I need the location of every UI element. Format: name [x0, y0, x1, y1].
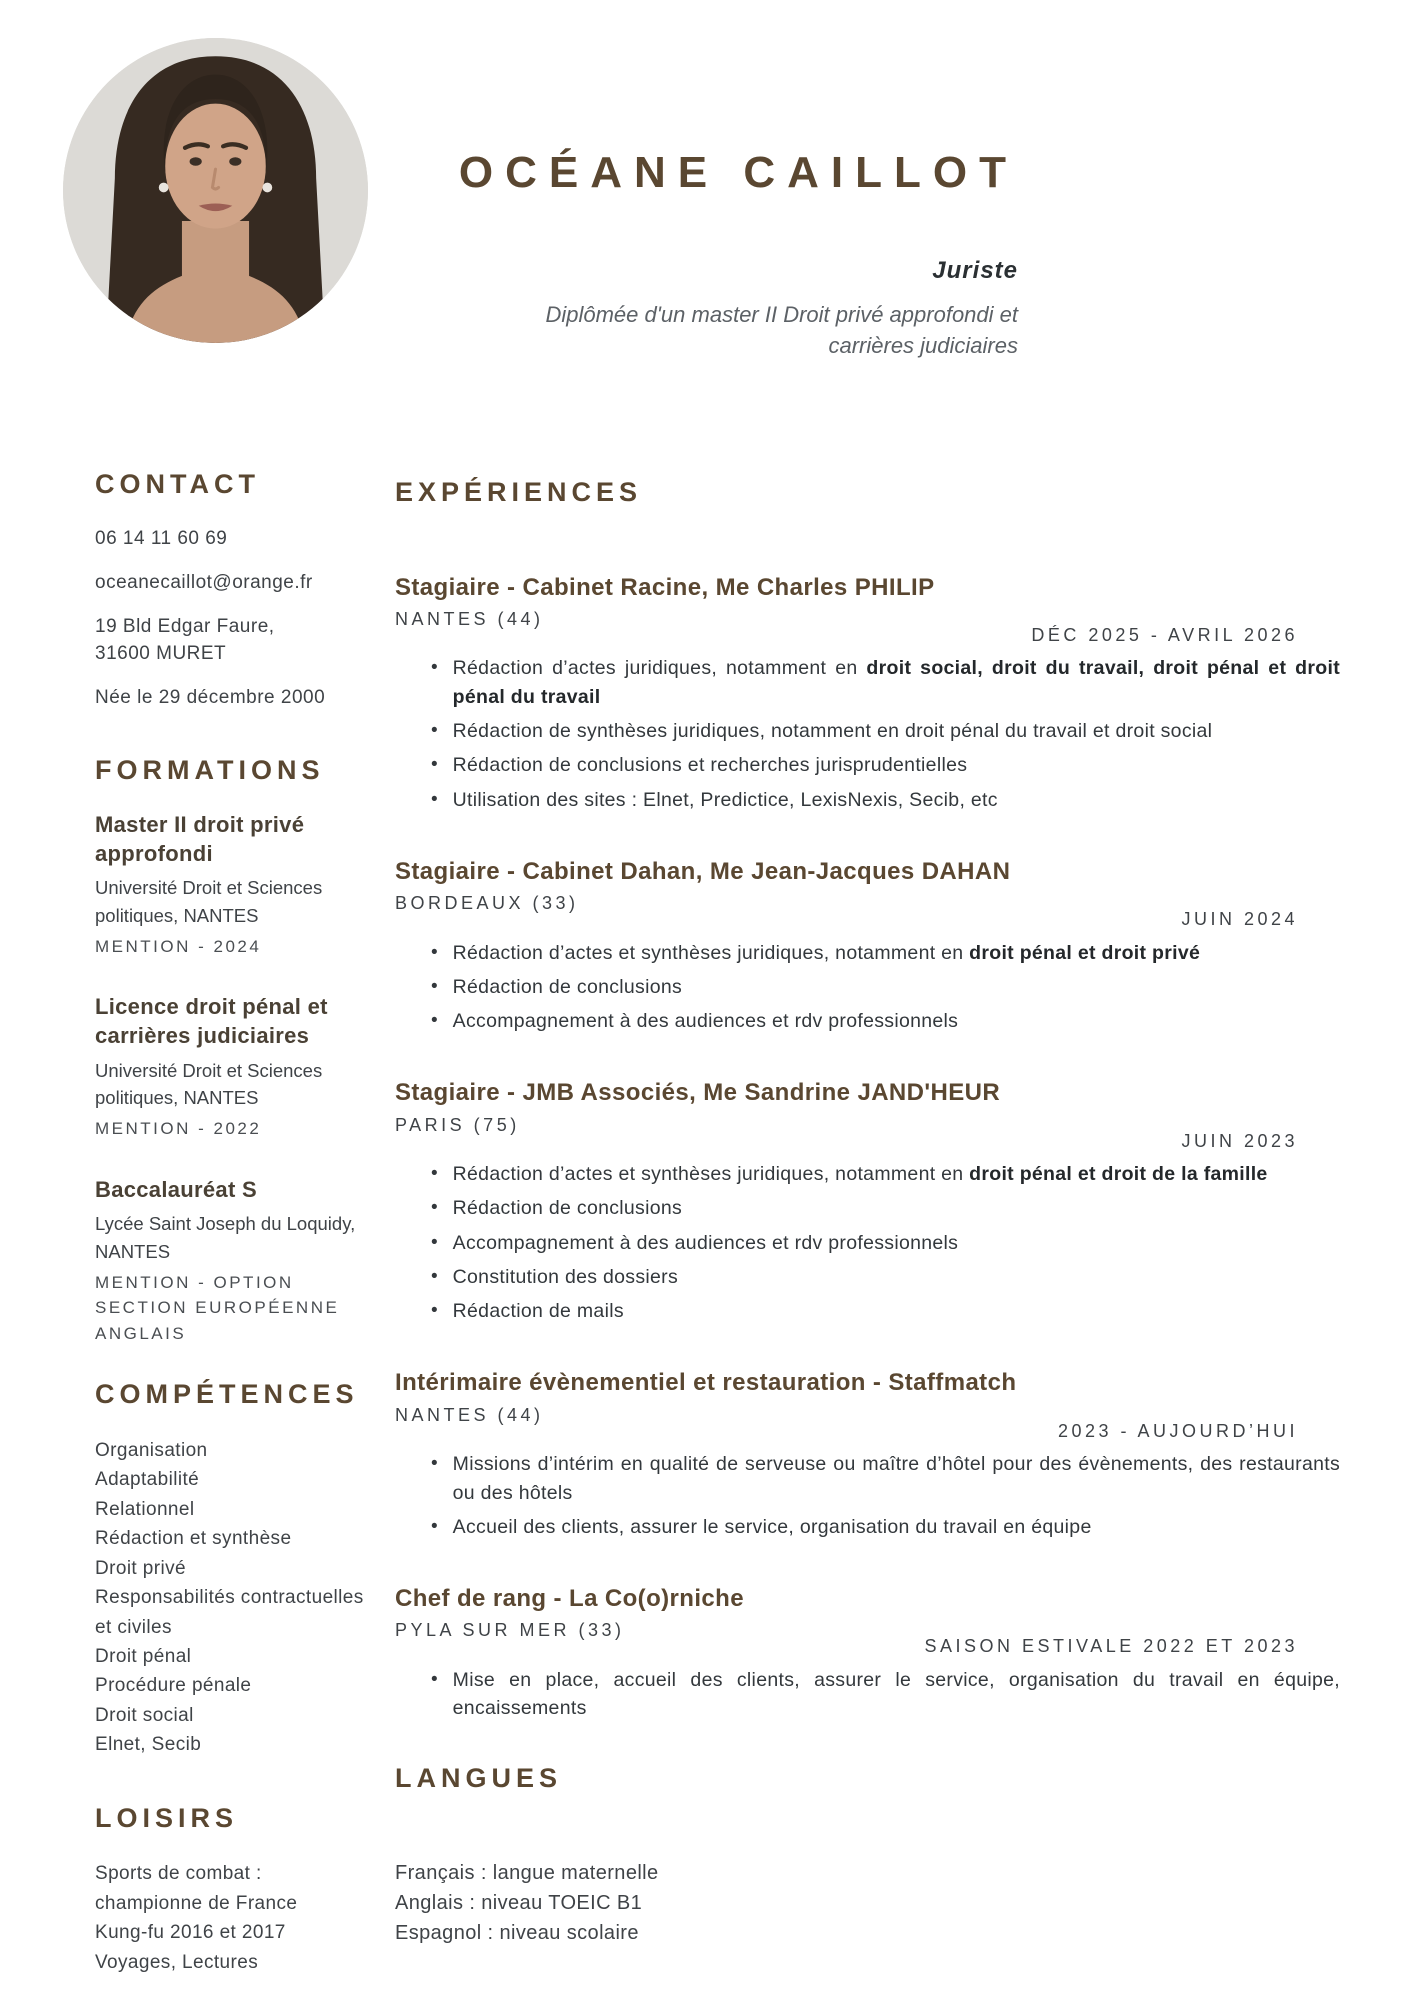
contact-address — [95, 614, 370, 668]
contact-phone: 06 14 11 60 69 — [95, 527, 228, 549]
formation-school: Lycée Saint Joseph du Loquidy, NANTES — [95, 1213, 356, 1262]
experience-title: Chef de rang - La Co(o)rniche — [395, 1585, 744, 1613]
formation-school: Université Droit et Sciences politiques, NANTES — [95, 877, 323, 927]
experience-meta — [395, 1405, 1340, 1443]
bullet-text: Mise en place, accueil des clients, assurer le service, organisation du travail en équipe, encaissements — [452, 1668, 1340, 1720]
formations-heading: FORMATIONS — [95, 754, 325, 785]
experience-bullet — [431, 939, 1340, 967]
bullet-text: Rédaction de mails — [452, 1300, 624, 1323]
experience-meta — [395, 1115, 1340, 1153]
experience-bullet — [431, 1229, 1340, 1257]
header — [380, 148, 1018, 361]
subtitle-line1: Diplômée d'un master II Droit privé approfondi et — [545, 301, 1018, 327]
experience-bullets — [395, 1160, 1340, 1325]
experience-meta — [395, 1620, 1340, 1658]
experience-bullet — [431, 1297, 1340, 1325]
experience-bullets — [395, 1666, 1340, 1723]
formation-item — [95, 811, 370, 959]
formation-mention: MENTION - OPTION SECTION EUROPÉENNE ANGLAIS — [95, 1272, 340, 1343]
experience-bullet — [431, 1263, 1340, 1291]
competence-item: Organisation — [95, 1439, 208, 1461]
bullet-dot: • — [431, 657, 438, 679]
bullet-dot: • — [431, 1668, 438, 1690]
experience-item — [395, 572, 1340, 814]
experience-item — [395, 856, 1340, 1036]
langues-heading: LANGUES — [395, 1763, 563, 1794]
experience-bullet — [431, 786, 1340, 814]
experience-item — [395, 1367, 1340, 1541]
bullet-text: Rédaction de conclusions — [452, 1197, 683, 1220]
bullet-text: Accueil des clients, assurer le service, organisation du travail en équipe — [452, 1515, 1092, 1538]
bullet-text: Missions d’intérim en qualité de serveuse ou maître d’hôtel pour des évènements, des restaurants ou des hôtels — [452, 1453, 1340, 1504]
bullet-text: Accompagnement à des audiences et rdv professionnels — [452, 1231, 959, 1254]
profile-photo — [63, 38, 368, 343]
bullet-text: Rédaction de synthèses juridiques, notamment en droit pénal du travail et droit social — [452, 720, 1213, 742]
experience-date: 2023 - AUJOURD’HUI — [1057, 1420, 1298, 1441]
bullet-text: Accompagnement à des audiences et rdv professionnels — [452, 1010, 959, 1033]
experience-date: SAISON ESTIVALE 2022 ET 2023 — [924, 1636, 1298, 1657]
contact-email: oceanecaillot@orange.fr — [95, 571, 313, 593]
bullet-dot: • — [431, 975, 438, 997]
contact-birthdate: Née le 29 décembre 2000 — [95, 686, 326, 708]
formation-title: Master II droit privé approfondi — [95, 812, 305, 866]
competence-item: Droit privé — [95, 1557, 186, 1579]
loisir-item: Voyages, Lectures — [95, 1951, 259, 1973]
formations-list — [95, 811, 370, 1346]
experiences-list — [395, 572, 1340, 1723]
experience-date: DÉC 2025 - AVRIL 2026 — [1031, 624, 1298, 645]
experience-bullet — [431, 1007, 1340, 1035]
formation-title: Baccalauréat S — [95, 1176, 257, 1202]
competence-item: Adaptabilité — [95, 1469, 200, 1491]
bullet-text: Rédaction de conclusions et recherches jurisprudentielles — [452, 754, 968, 777]
experience-location: NANTES (44) — [395, 1404, 544, 1425]
experience-bullet — [431, 1666, 1340, 1723]
competence-item: Droit pénal — [95, 1645, 192, 1667]
competence-item: Elnet, Secib — [95, 1734, 202, 1756]
experience-bullet — [431, 1160, 1340, 1188]
experience-bullets — [395, 1450, 1340, 1541]
bullet-text: Utilisation des sites : Elnet, Predictice, LexisNexis, Secib, etc — [452, 788, 998, 811]
bullet-dot: • — [431, 1163, 438, 1185]
experience-bullet — [431, 717, 1340, 745]
bullet-text: Rédaction de conclusions — [452, 975, 683, 998]
sidebar — [95, 470, 370, 1977]
bullet-text: Constitution des dossiers — [452, 1265, 679, 1288]
bullet-dot: • — [431, 1300, 438, 1322]
langues-list — [395, 1858, 1340, 1948]
experience-bullet — [431, 973, 1340, 1001]
experience-bullet — [431, 654, 1340, 711]
competence-item: Rédaction et synthèse — [95, 1528, 292, 1550]
experience-location: BORDEAUX (33) — [395, 892, 579, 913]
experience-meta — [395, 893, 1340, 931]
experience-location: PARIS (75) — [395, 1114, 520, 1135]
loisirs-list — [95, 1859, 350, 1977]
address-line1: 19 Bld Edgar Faure, — [95, 615, 275, 637]
formation-item — [95, 993, 370, 1141]
formation-item — [95, 1176, 370, 1347]
experience-location: NANTES (44) — [395, 608, 544, 629]
experience-title: Intérimaire évènementiel et restauration - Staffmatch — [395, 1369, 1017, 1397]
competence-item: Relationnel — [95, 1498, 195, 1520]
langue-item: Anglais : niveau TOEIC B1 — [395, 1892, 643, 1915]
formation-school: Université Droit et Sciences politiques, NANTES — [95, 1059, 323, 1109]
bullet-dot: • — [431, 1515, 438, 1537]
bullet-text: Rédaction d’actes et synthèses juridiques, notamment en droit pénal et droit de la famille — [452, 1163, 1268, 1186]
experience-title: Stagiaire - Cabinet Racine, Me Charles PHILIP — [395, 573, 935, 601]
experience-date: JUIN 2024 — [1181, 908, 1298, 929]
loisirs-heading: LOISIRS — [95, 1802, 239, 1833]
experience-bullet — [431, 1513, 1340, 1541]
bullet-dot: • — [431, 1265, 438, 1287]
bullet-dot: • — [431, 941, 438, 963]
bullet-text: Rédaction d’actes juridiques, notamment en droit social, droit du travail, droit pénal et droit pénal du travail — [452, 657, 1340, 708]
formation-mention: MENTION - 2022 — [95, 1119, 262, 1139]
portrait-illustration — [63, 38, 368, 343]
contact-heading: CONTACT — [95, 469, 260, 499]
bullet-dot: • — [431, 1453, 438, 1475]
experience-bullet — [431, 751, 1340, 779]
bullet-text: Rédaction d’actes et synthèses juridiques, notamment en droit pénal et droit privé — [452, 941, 1201, 964]
loisir-item: Sports de combat : championne de France Kung-fu 2016 et 2017 — [95, 1863, 298, 1944]
experience-location: PYLA SUR MER (33) — [395, 1620, 625, 1641]
address-line2: 31600 MURET — [95, 642, 227, 664]
experiences-heading: EXPÉRIENCES — [395, 477, 643, 507]
bullet-dot: • — [431, 1010, 438, 1032]
experience-title: Stagiaire - Cabinet Dahan, Me Jean-Jacques DAHAN — [395, 857, 1011, 885]
experience-date: JUIN 2023 — [1181, 1130, 1298, 1151]
langue-item: Français : langue maternelle — [395, 1862, 659, 1885]
bullet-dot: • — [431, 754, 438, 776]
competence-item: Procédure pénale — [95, 1675, 252, 1697]
experience-bullet — [431, 1194, 1340, 1222]
experience-title: Stagiaire - JMB Associés, Me Sandrine JAND'HEUR — [395, 1079, 1001, 1107]
competence-item: Responsabilités contractuelles et civiles — [95, 1587, 364, 1638]
experience-bullet — [431, 1450, 1340, 1507]
bullet-dot: • — [431, 788, 438, 810]
competences-list — [95, 1436, 370, 1760]
competences-heading: COMPÉTENCES — [95, 1379, 359, 1410]
formation-title: Licence droit pénal et carrières judiciaires — [95, 994, 328, 1048]
bullet-dot: • — [431, 720, 438, 741]
experience-item — [395, 1583, 1340, 1722]
subtitle-line2: carrières judiciaires — [828, 332, 1018, 358]
experience-bullets — [395, 939, 1340, 1036]
competence-item: Droit social — [95, 1704, 194, 1726]
formation-mention: MENTION - 2024 — [95, 936, 262, 956]
name-title: OCÉANE CAILLOT — [458, 148, 1018, 197]
langue-item: Espagnol : niveau scolaire — [395, 1922, 639, 1945]
bullet-dot: • — [431, 1231, 438, 1253]
job-title: Juriste — [932, 256, 1018, 284]
experience-item — [395, 1077, 1340, 1325]
main-column — [395, 478, 1340, 1948]
header-subtitle — [380, 299, 1018, 361]
experience-bullets — [395, 654, 1340, 813]
bullet-dot: • — [431, 1197, 438, 1219]
experience-meta — [395, 609, 1340, 647]
